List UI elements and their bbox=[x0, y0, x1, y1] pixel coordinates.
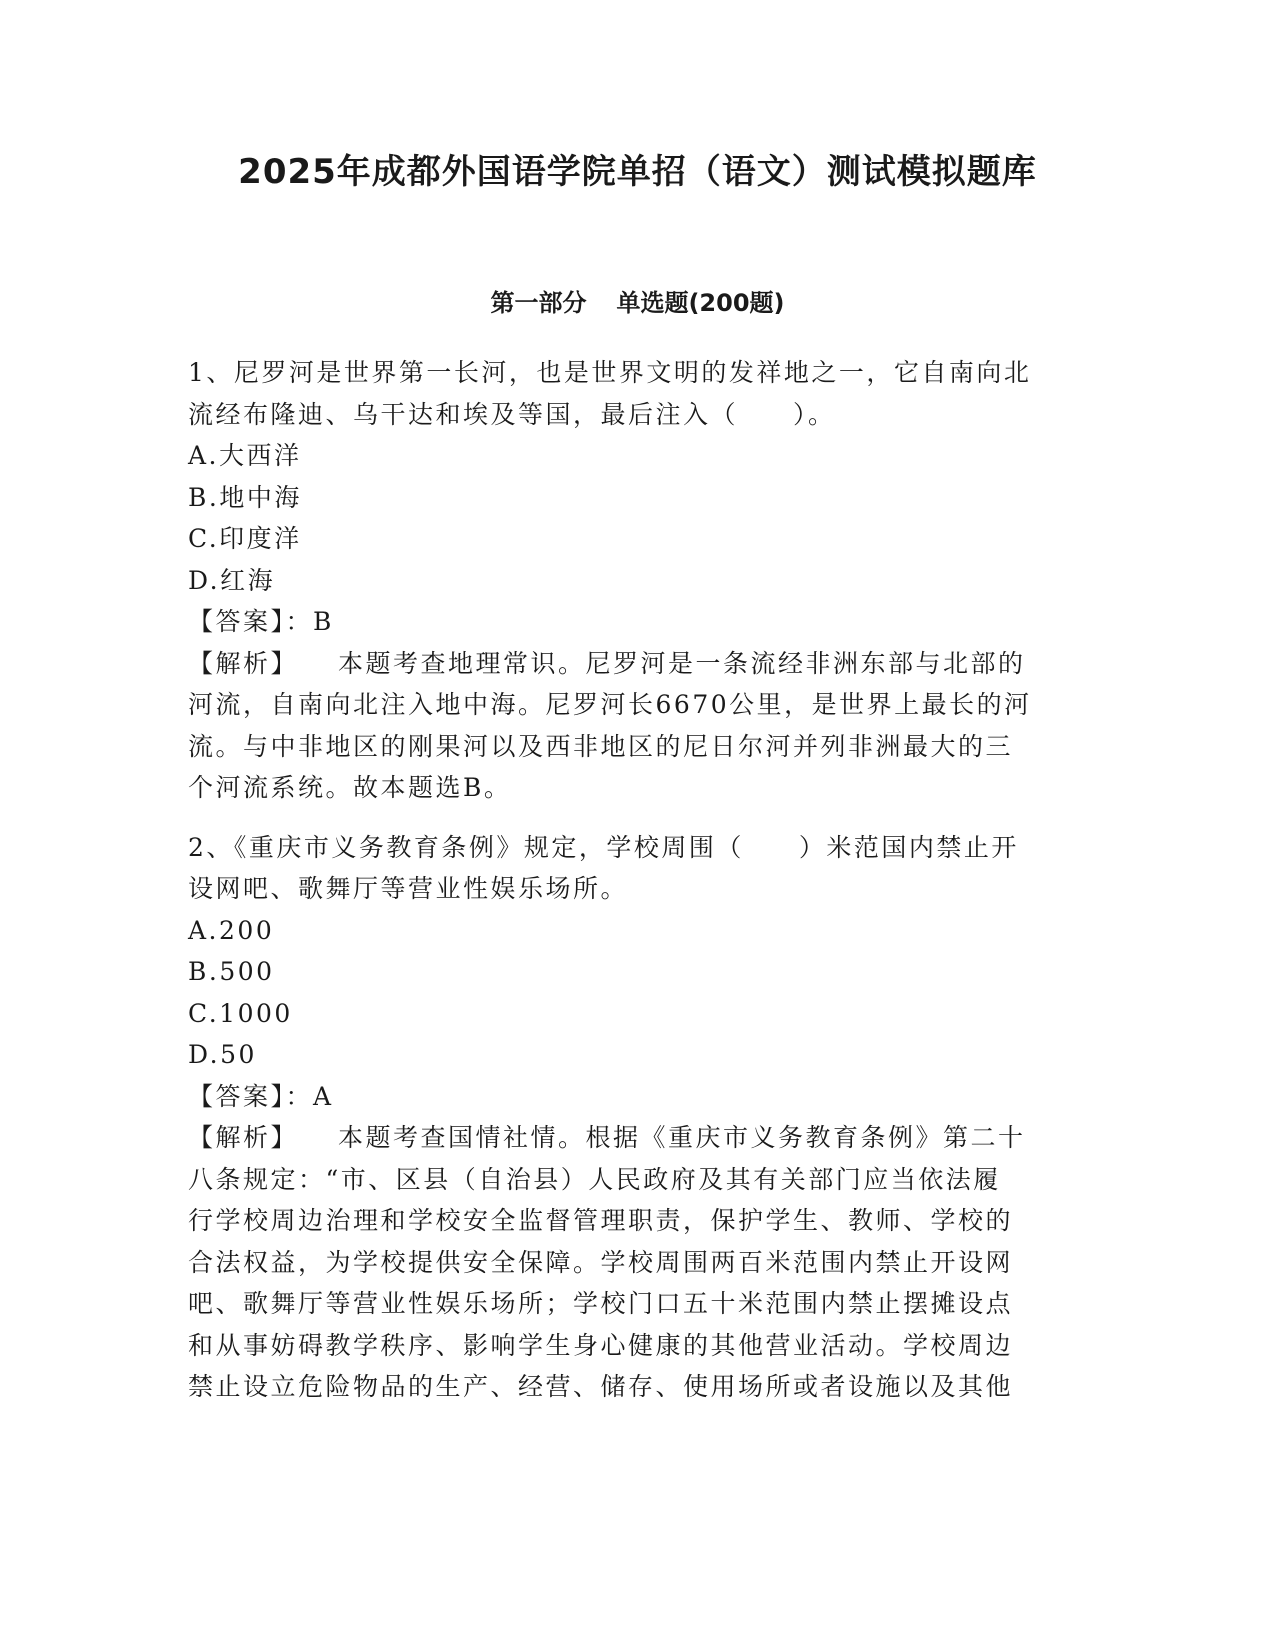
section-part: 第一部分 bbox=[490, 289, 587, 317]
question-stem-line: 2、《重庆市义务教育条例》规定，学校周围（ ）米范国内禁止开 bbox=[188, 832, 1019, 862]
answer-value: A bbox=[313, 1081, 334, 1111]
section-name: 单选题(200题) bbox=[616, 289, 785, 317]
option-a: A.200 bbox=[188, 915, 275, 945]
document-title: 2025年成都外国语学院单招（语文）测试模拟题库 bbox=[238, 152, 1037, 192]
question-stem-line: 设网吧、歌舞厅等营业性娱乐场所。 bbox=[188, 874, 629, 903]
analysis-line: 八条规定：“市、区县（自治县）人民政府及其有关部门应当依法履 bbox=[188, 1164, 1001, 1194]
analysis-line bbox=[188, 1117, 1088, 1159]
analysis-label: 【解析】 bbox=[188, 1123, 299, 1152]
analysis-line: 流。与中非地区的刚果河以及西非地区的尼日尔河并列非洲最大的三 bbox=[188, 731, 1014, 761]
question-stem-line: 1、尼罗河是世界第一长河，也是世界文明的发祥地之一，它自南向北 bbox=[188, 358, 1032, 387]
option-c: C.1000 bbox=[188, 998, 293, 1028]
answer-line bbox=[188, 1076, 1088, 1118]
analysis-line: 行学校周边治理和学校安全监督管理职责，保护学生、教师、学校的 bbox=[188, 1206, 1014, 1235]
analysis-text: 本题考查地理常识。尼罗河是一条流经非洲东部与北部的 bbox=[338, 648, 1026, 678]
analysis-text: 本题考查国情社情。根据《重庆市义务教育条例》第二十 bbox=[338, 1123, 1026, 1152]
option-d: D.红海 bbox=[188, 565, 276, 595]
analysis-line: 和从事妨碍教学秩序、影响学生身心健康的其他营业活动。学校周边 bbox=[188, 1330, 1014, 1360]
answer-value: B bbox=[313, 607, 334, 636]
analysis-line: 禁止设立危险物品的生产、经营、储存、使用场所或者设施以及其他 bbox=[188, 1372, 1014, 1401]
section-heading bbox=[0, 286, 1275, 320]
analysis-line bbox=[188, 643, 1088, 685]
analysis-line: 个河流系统。故本题选B。 bbox=[188, 773, 512, 802]
question-item bbox=[188, 352, 1088, 809]
answer-line bbox=[188, 601, 1088, 643]
option-d: D.50 bbox=[188, 1040, 257, 1069]
analysis-line: 合法权益，为学校提供安全保障。学校周围两百米范围内禁止开设网 bbox=[188, 1247, 1014, 1277]
answer-label: 【答案】： bbox=[188, 607, 314, 636]
option-a: A.大西洋 bbox=[188, 441, 302, 470]
question-list bbox=[188, 352, 1088, 1408]
analysis-label: 【解析】 bbox=[188, 648, 299, 678]
answer-label: 【答案】： bbox=[188, 1081, 314, 1111]
question-stem-line: 流经布隆迪、乌干达和埃及等国，最后注入（ ）。 bbox=[188, 399, 836, 429]
analysis-line: 吧、歌舞厅等营业性娱乐场所；学校门口五十米范围内禁止摆摊设点 bbox=[188, 1289, 1014, 1318]
analysis-line: 河流，自南向北注入地中海。尼罗河长6670公里，是世界上最长的河 bbox=[188, 690, 1032, 719]
option-c: C.印度洋 bbox=[188, 524, 302, 553]
option-b: B.地中海 bbox=[188, 482, 302, 512]
question-item bbox=[188, 827, 1088, 1408]
option-b: B.500 bbox=[188, 957, 275, 986]
